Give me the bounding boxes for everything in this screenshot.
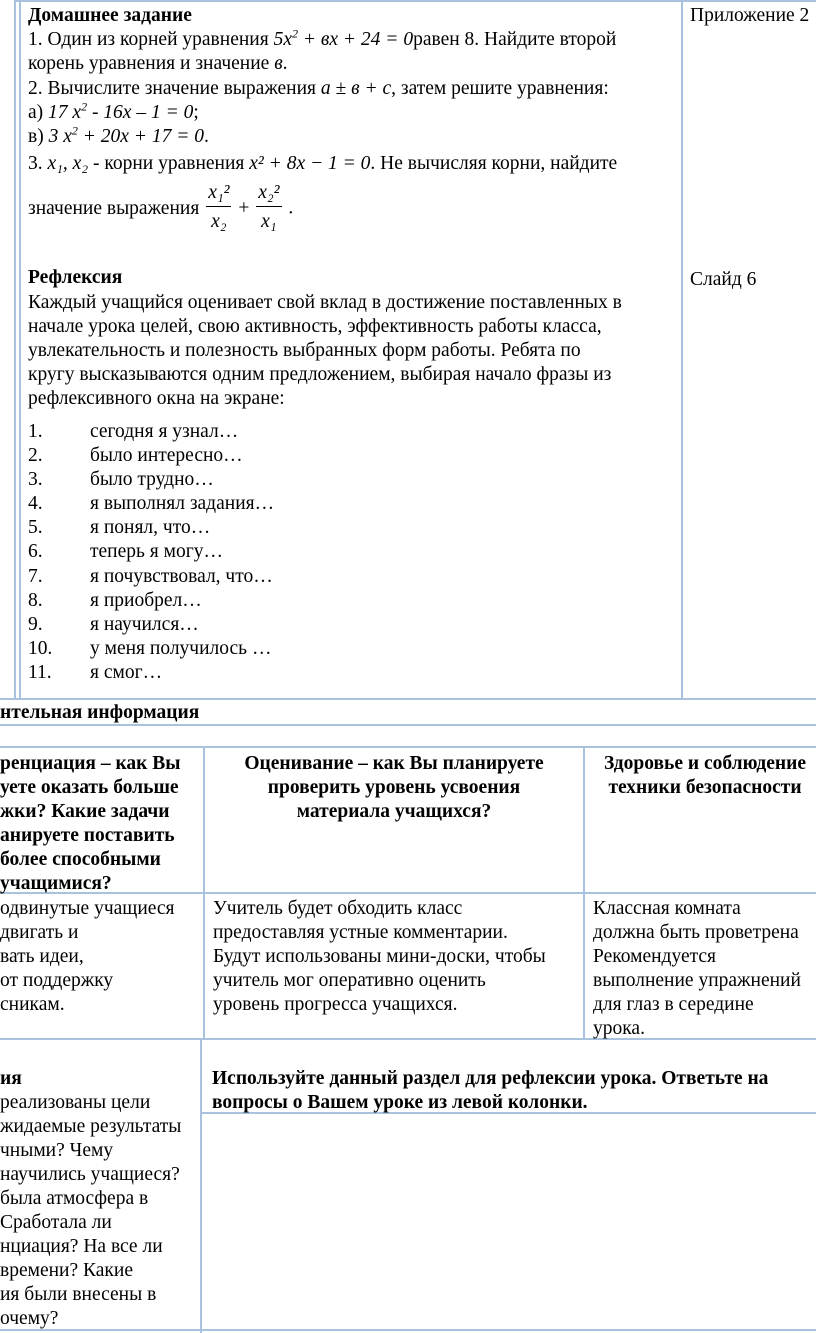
list-item: 8. я приобрел… (28, 589, 202, 611)
col2-header (205, 752, 583, 824)
question-line: ия (0, 1068, 22, 1089)
question-line: чными? Чему (0, 1140, 114, 1161)
list-item: 5. я понял, что… (28, 517, 211, 539)
body-line: учитель мог оперативно оценить (213, 970, 486, 991)
slide-label: Слайд 6 (690, 269, 757, 290)
task1-line2: корень уравнения и значение в. (28, 53, 288, 74)
border-top (14, 0, 816, 2)
reflection-line: рефлексивного окна на экране: (28, 388, 285, 409)
header-line: уете оказать больше (0, 777, 179, 798)
question-line: ия были внесены в (0, 1284, 157, 1305)
body-line: должна быть проветрена (593, 922, 799, 943)
header-line: ренциация – как Вы (0, 753, 181, 774)
col1-body (0, 897, 200, 1017)
header-line: анируете поставить (0, 825, 175, 846)
body-line: сникам. (0, 994, 65, 1015)
body-line: вать идеи, (0, 946, 84, 967)
instruction-line: Используйте данный раздел для рефлексии урока. Ответьте на (212, 1068, 769, 1089)
list-item: 4. я выполнял задания… (28, 493, 275, 515)
header-line: более способными (0, 849, 161, 870)
task3-line1: 3. x₁, x₂ - корни уравнения x² + 8x − 1 = 0. Не вычисляя корни, найдите (28, 153, 618, 174)
header-line: техники безопасности (608, 777, 802, 798)
task2-line1: 2. Вычислите значение выражения a ± в + c, затем решите уравнения: (28, 78, 609, 99)
header-line: жки? Какие задачи (0, 801, 170, 822)
list-item: 2. было интересно… (28, 445, 243, 467)
header-line: проверить уровень усвоения (267, 777, 521, 798)
col1-header (0, 752, 200, 896)
list-item: 10. у меня получилось … (28, 637, 272, 659)
header-line: Оценивание – как Вы планируете (244, 753, 544, 774)
body-line: урока. (593, 1018, 645, 1039)
reflection-line: Каждый учащийся оценивает свой вклад в достижение поставленных в (28, 292, 622, 313)
lesson-reflection-instructions (212, 1067, 816, 1115)
section-title: нтельная информация (0, 702, 200, 723)
task2-eq-b: в) 3 $x^2 + 20x + 17 = 0$. (28, 123, 209, 147)
header-line: материала учащихся? (296, 801, 492, 822)
body-line: Будут использованы мини-доски, чтобы (213, 946, 546, 967)
body-line: одвинутые учащиеся (0, 898, 175, 919)
body-line: от поддержку (0, 970, 114, 991)
header-line: Здоровье и соблюдение (603, 753, 807, 774)
border-left-outer (14, 0, 16, 700)
border-h3 (0, 746, 816, 748)
lesson-reflection-questions (0, 1067, 198, 1331)
col3-header (585, 752, 816, 800)
task1-line1: 1. Один из корней уравнения $5x^2$ + вx + 24 = 0равен 8. Найдите второй (28, 26, 617, 50)
question-line: научились учащиеся? (0, 1164, 180, 1185)
fraction-1: $\frac{\text{x₁²}}{\text{x₂}}$ (208, 182, 230, 232)
body-line: для глаз в середине (593, 994, 754, 1015)
list-item: 3. было трудно… (28, 469, 214, 491)
reflection-line: начале урока целей, свою активность, эффективность работы класса, (28, 316, 602, 337)
body-line: двигать и (0, 922, 79, 943)
header-line: учащимися? (0, 873, 112, 894)
border-left-inner (19, 0, 21, 700)
question-line: нциация? На все ли (0, 1236, 163, 1257)
body-line: предоставляя устные комментарии. (213, 922, 508, 943)
fraction-2: $\frac{\text{x₂²}}{\text{x₁}}$ (258, 182, 280, 232)
body-line: Классная комната (593, 898, 741, 919)
body-line: выполнение упражнений (593, 970, 801, 991)
reflection-title: Рефлексия (28, 267, 123, 288)
question-line: Сработала ли (0, 1212, 112, 1233)
question-line: очему? (0, 1308, 59, 1329)
reflection-list (28, 420, 274, 685)
homework-title: Домашнее задание (28, 5, 192, 26)
question-line: жидаемые результаты (0, 1116, 182, 1137)
col3-body (593, 897, 816, 1041)
list-item: 6. теперь я могу… (28, 541, 223, 563)
reflection-text (28, 291, 622, 411)
lesson-reflection-answer-area[interactable] (202, 1114, 816, 1329)
list-item: 11. я смог… (28, 661, 163, 683)
body-line: Учитель будет обходить класс (213, 898, 463, 919)
appendix-label: Приложение 2 (690, 5, 810, 26)
question-line: была атмосфера в (0, 1188, 149, 1209)
question-line: реализованы цели (0, 1092, 151, 1113)
col2-body (213, 897, 581, 1017)
border-h1 (0, 698, 816, 700)
list-item: 1. сегодня я узнал… (28, 421, 239, 442)
reflection-line: увлекательность и полезность выбранных форм работы. Ребята по (28, 340, 581, 361)
reflection-line: кругу высказываются одним предложением, выбирая начало фразы из (28, 364, 612, 385)
question-line: времени? Какие (0, 1260, 133, 1281)
body-line: Рекомендуется (593, 946, 716, 967)
list-item: 9. я научился… (28, 613, 199, 635)
instruction-line: вопросы о Вашем уроке из левой колонки. (212, 1092, 588, 1113)
task2-eq-a: а) 17 $x^2 - 16x - 1 = 0$; (28, 99, 199, 123)
body-line: уровень прогресса учащихся. (213, 994, 458, 1015)
list-item: 7. я почувствовал, что… (28, 565, 273, 587)
task3-line2: значение выражения $\frac{\text{x₁²}}{\text{x₂}}$ + $\frac{\text{x₂²}}{\text{x₁}}$ . (28, 180, 293, 237)
border-col-divider (681, 0, 683, 700)
